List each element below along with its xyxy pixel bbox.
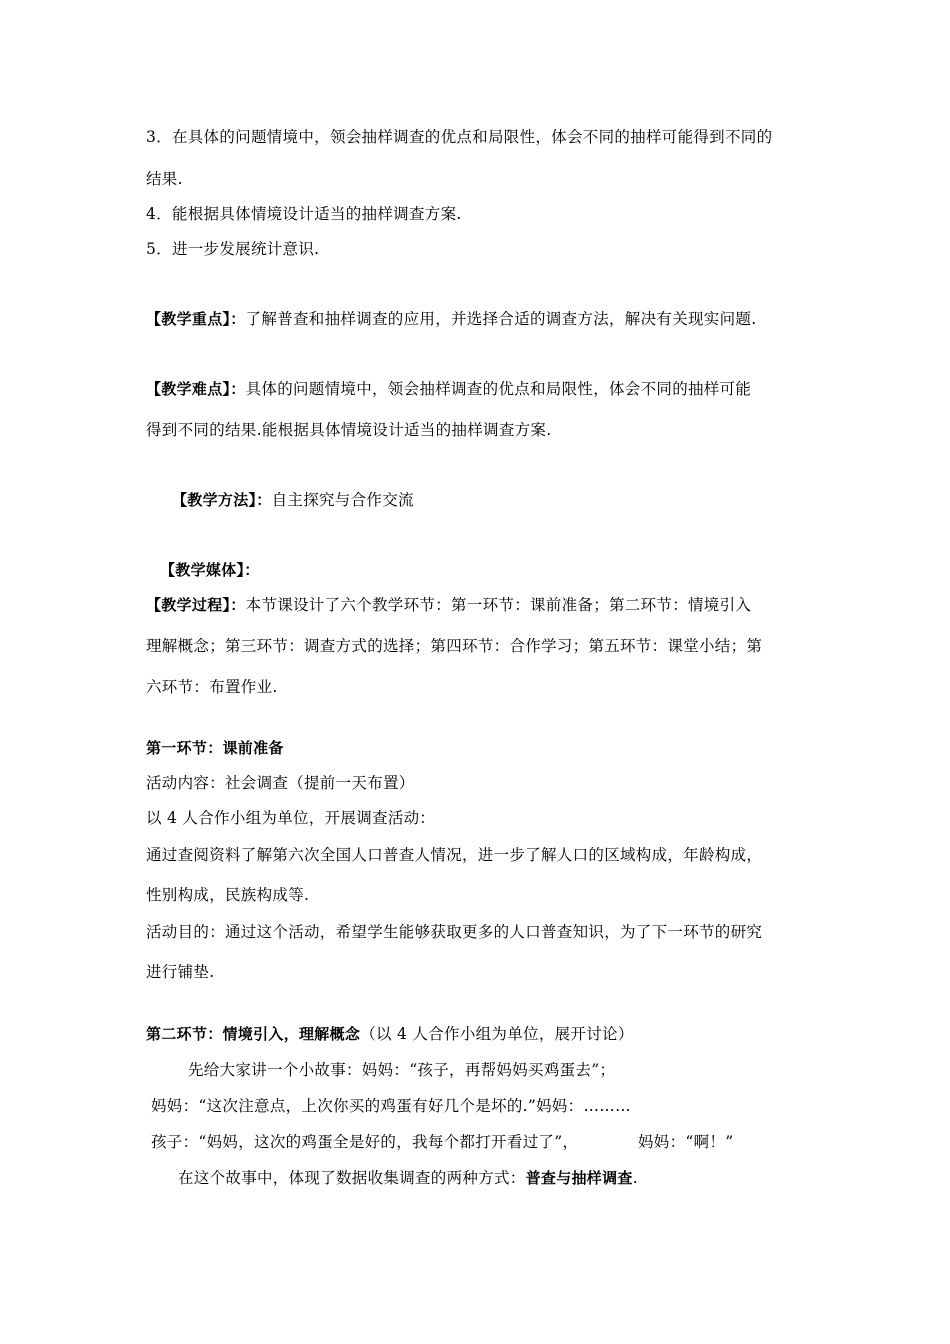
story-line-2: 妈妈：“这次注意点，上次你买的鸡蛋有好几个是坏的.”妈妈：……… <box>151 1097 631 1115</box>
media-label: 【教学媒体】： <box>160 561 260 579</box>
section2-heading-note: （以 4 人合作小组为单位，展开讨论） <box>360 1025 634 1043</box>
section1-research-line1: 通过查阅资料了解第六次全国人口普查人情况，进一步了解人口的区域构成，年龄构成， <box>146 846 763 864</box>
story-line-1: 先给大家讲一个小故事：妈妈：“孩子，再帮妈妈买鸡蛋去”； <box>188 1061 616 1079</box>
conclusion-bold: 普查与抽样调查 <box>525 1169 633 1187</box>
section1-group-line: 以 4 人合作小组为单位，开展调查活动： <box>146 809 436 827</box>
process-text-line1: 本节课设计了六个教学环节：第一环节：课前准备；第二环节：情境引入 <box>245 596 752 614</box>
method-label: 【教学方法】： <box>172 491 272 509</box>
method-text: 自主探究与合作交流 <box>271 491 414 509</box>
objective-item-3-line2: 结果. <box>146 170 183 188</box>
process-label: 【教学过程】： <box>146 596 246 614</box>
section1-activity-content: 活动内容：社会调查（提前一天布置） <box>146 774 415 792</box>
difficulty-paragraph <box>146 379 751 399</box>
conclusion-suffix: . <box>632 1169 638 1187</box>
section1-research-line2: 性别构成，民族构成等. <box>146 886 310 904</box>
process-text-line3: 六环节：布置作业. <box>146 678 278 696</box>
media-paragraph <box>160 560 260 580</box>
method-paragraph <box>172 490 414 510</box>
difficulty-text-line2: 得到不同的结果.能根据具体情境设计适当的抽样调查方案. <box>146 421 552 439</box>
key-point-label: 【教学重点】： <box>146 310 246 328</box>
key-point-paragraph <box>146 309 756 329</box>
process-paragraph <box>146 595 751 615</box>
process-text-line2: 理解概念；第三环节：调查方式的选择；第四环节：合作学习；第五环节：课堂小结；第 <box>146 637 763 655</box>
section2-heading-line <box>146 1024 634 1044</box>
difficulty-label: 【教学难点】： <box>146 380 246 398</box>
section1-heading: 第一环节：课前准备 <box>146 739 284 757</box>
story-line-3a: 孩子：“妈妈，这次的鸡蛋全是好的，我每个都打开看过了”， <box>151 1133 579 1151</box>
section2-heading: 第二环节：情境引入，理解概念 <box>146 1025 361 1043</box>
conclusion-prefix: 在这个故事中，体现了数据收集调查的两种方式： <box>178 1169 526 1187</box>
objective-item-4: 4．能根据具体情境设计适当的抽样调查方案. <box>146 205 462 223</box>
story-line-3b: 妈妈：“啊！” <box>638 1133 734 1151</box>
section1-purpose-line1: 活动目的：通过这个活动，希望学生能够获取更多的人口普查知识，为了下一环节的研究 <box>146 923 763 941</box>
key-point-text: 了解普查和抽样调查的应用，并选择合适的调查方法，解决有关现实问题. <box>245 310 757 328</box>
section1-purpose-line2: 进行铺垫. <box>146 963 215 981</box>
objective-item-3-line1: 3．在具体的问题情境中，领会抽样调查的优点和局限性，体会不同的抽样可能得到不同的 <box>146 128 773 146</box>
difficulty-text-line1: 具体的问题情境中，领会抽样调查的优点和局限性，体会不同的抽样可能 <box>245 380 752 398</box>
objective-item-5: 5．进一步发展统计意识. <box>146 240 320 258</box>
story-conclusion <box>178 1168 638 1188</box>
